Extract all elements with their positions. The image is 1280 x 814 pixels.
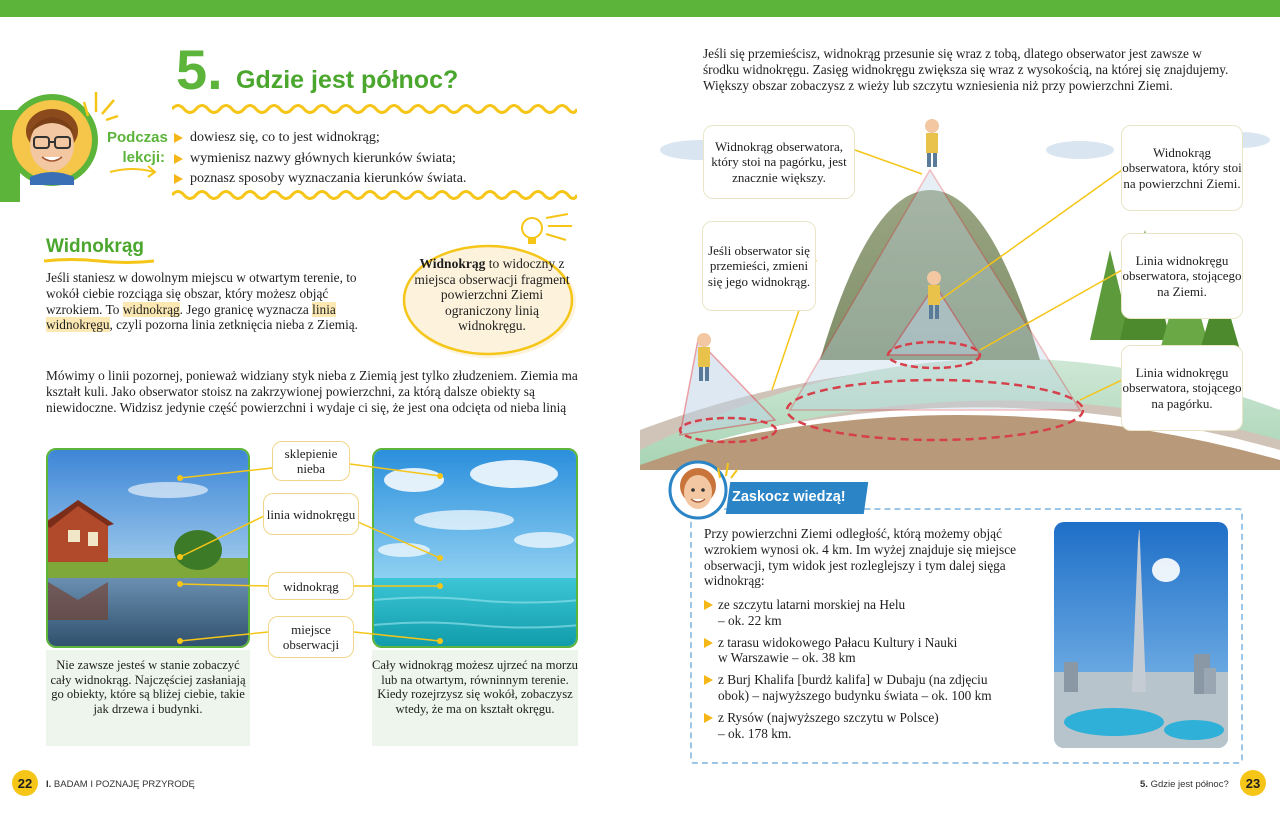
item-line1: z Burj Khalifa [burdż kalifa] w Dubaju (na zdjęciu bbox=[718, 672, 988, 688]
footer-left bbox=[46, 779, 195, 790]
observer-figure-hill bbox=[925, 119, 939, 167]
section-title-underline bbox=[44, 258, 154, 264]
top-bar bbox=[0, 0, 1280, 17]
goal-item: dowiesz się, co to jest widnokrąg; bbox=[174, 128, 466, 149]
page-number-left: 22 bbox=[12, 770, 38, 796]
list-item bbox=[704, 597, 1044, 629]
callout-surface-observer: Widnokrąg obserwatora, który stoi na powierzchni Ziemi. bbox=[1121, 125, 1243, 211]
label-horizon-line: linia widnokręgu bbox=[263, 493, 359, 535]
item-line1: z Rysów (najwyższego szczytu w Polsce) bbox=[718, 709, 939, 725]
item-line2: w Warszawie – ok. 38 km bbox=[718, 650, 856, 666]
para1-text2: . Jego granicę wyznacza bbox=[179, 301, 313, 317]
footer-right bbox=[1140, 779, 1229, 790]
definition-rest: to widoczny z miejsca obserwacji fragment powierzchni Ziemi ograniczony linią widnokręgu. bbox=[414, 256, 570, 333]
footer-left-text: BADAM I POZNAJĘ PRZYRODĘ bbox=[51, 779, 195, 790]
burj-khalifa-photo bbox=[1054, 522, 1228, 748]
callout-line-hill: Linia widnokręgu obserwatora, stojącego na pagórku. bbox=[1121, 345, 1243, 431]
lesson-goals bbox=[174, 128, 466, 190]
item-line2: – ok. 22 km bbox=[718, 612, 782, 628]
observer-paragraph: Jeśli się przemieścisz, widnokrąg przesunie się wraz z tobą, dlatego obserwator jest zawsze w środku widnokręgu. Zasięg widnokręgu zwiększa się wraz z wysokością, na której się znajdujemy. Większy obszar zobaczysz z wieży lub szczytu wzniesienia niż przy powierzchni Ziemi. bbox=[703, 46, 1229, 93]
caption-sea: Cały widnokrąg możesz ujrzeć na morzu lub na otwartym, równinnym terenie. Kiedy rozejrzysz się wokół, zobaczysz wtedy, że ma on kształt okręgu. bbox=[372, 650, 578, 746]
wavy-divider-top bbox=[172, 102, 577, 116]
sparkle-icon bbox=[716, 460, 738, 482]
during-lesson-line1: Podczas bbox=[107, 129, 168, 146]
fun-fact-title: Zaskocz wiedzą! bbox=[732, 489, 846, 505]
list-item bbox=[704, 635, 1044, 667]
highlight-horizon: widnokrąg bbox=[122, 301, 180, 317]
fun-fact-list bbox=[704, 597, 1044, 747]
definition-text bbox=[412, 256, 572, 334]
goal-item: poznasz sposoby wyznaczania kierunków świata. bbox=[174, 169, 466, 190]
footer-left-part: I. bbox=[46, 779, 52, 790]
during-lesson-line2: lekcji: bbox=[122, 149, 165, 166]
page-number-right: 23 bbox=[1240, 770, 1266, 796]
section-title: Widnokrąg bbox=[46, 236, 144, 257]
para1-text3: , czyli pozorna linia zetknięcia nieba z Ziemią. bbox=[109, 317, 358, 333]
callout-hill-observer: Widnokrąg obserwatora, który stoi na pagórku, jest znacznie większy. bbox=[703, 125, 855, 199]
illusion-paragraph: Mówimy o linii pozornej, ponieważ widziany styk nieba z Ziemią jest tylko złudzeniem. Ziemia ma kształt kuli. Jako obserwator stoisz na zakrzywionej powierzchni, za którą dalsze obiekty są niewidoczne. Widzisz jedynie część powierzchni i wydaje ci się, że jest ona odcięta od nieba linią bbox=[46, 368, 578, 415]
item-line1: z tarasu widokowego Pałacu Kultury i Nauki bbox=[718, 634, 958, 650]
sun-rays-decoration bbox=[80, 86, 120, 126]
lesson-number: 5. bbox=[176, 38, 223, 101]
definition-term: Widnokrąg bbox=[419, 256, 486, 271]
callout-observer-moves: Jeśli obserwator się przemieści, zmieni się jego widnokrąg. bbox=[702, 221, 816, 311]
horizon-paragraph bbox=[46, 270, 386, 333]
fun-fact-intro: Przy powierzchni Ziemi odległość, którą możemy objąć wzrokiem wynosi ok. 4 km. Im wyżej znajduje się miejsce obserwacji, tym widok jest rozleglejszy i tym dalej sięga widnokrąg: bbox=[704, 526, 1017, 589]
callout-line-ground: Linia widnokręgu obserwatora, stojącego na Ziemi. bbox=[1121, 233, 1243, 319]
item-line2: – ok. 178 km. bbox=[718, 725, 792, 741]
para1-text1: Jeśli staniesz w dowolnym miejscu w otwartym terenie, to wokół ciebie rozciąga się obszar, który możesz objąć wzrokiem. To bbox=[46, 270, 357, 317]
footer-right-part: 5. bbox=[1140, 779, 1148, 790]
highlight-horizon-line: linia widnokręgu bbox=[46, 301, 336, 333]
item-line2: obok) – najwyższego budynku świata – ok. 100 km bbox=[718, 687, 992, 703]
list-item bbox=[704, 710, 1044, 742]
list-item bbox=[704, 672, 1044, 704]
label-horizon: widnokrąg bbox=[268, 572, 354, 600]
label-observation-place: miejsce obserwacji bbox=[268, 616, 354, 658]
goal-item: wymienisz nazwy głównych kierunków świata; bbox=[174, 149, 466, 170]
footer-right-text: Gdzie jest północ? bbox=[1147, 779, 1229, 790]
arrow-icon bbox=[108, 162, 158, 182]
lightbulb-icon bbox=[508, 212, 574, 252]
lesson-title: Gdzie jest północ? bbox=[236, 66, 459, 94]
wavy-divider-bottom bbox=[172, 188, 577, 202]
item-line1: ze szczytu latarni morskiej na Helu bbox=[718, 597, 906, 612]
caption-lake-house: Nie zawsze jesteś w stanie zobaczyć cały widnokrąg. Najczęściej zasłaniają go obiekty, które są bliżej ciebie, takie jak drzewa i budynki. bbox=[46, 650, 250, 746]
label-sky-vault: sklepienie nieba bbox=[272, 441, 350, 481]
